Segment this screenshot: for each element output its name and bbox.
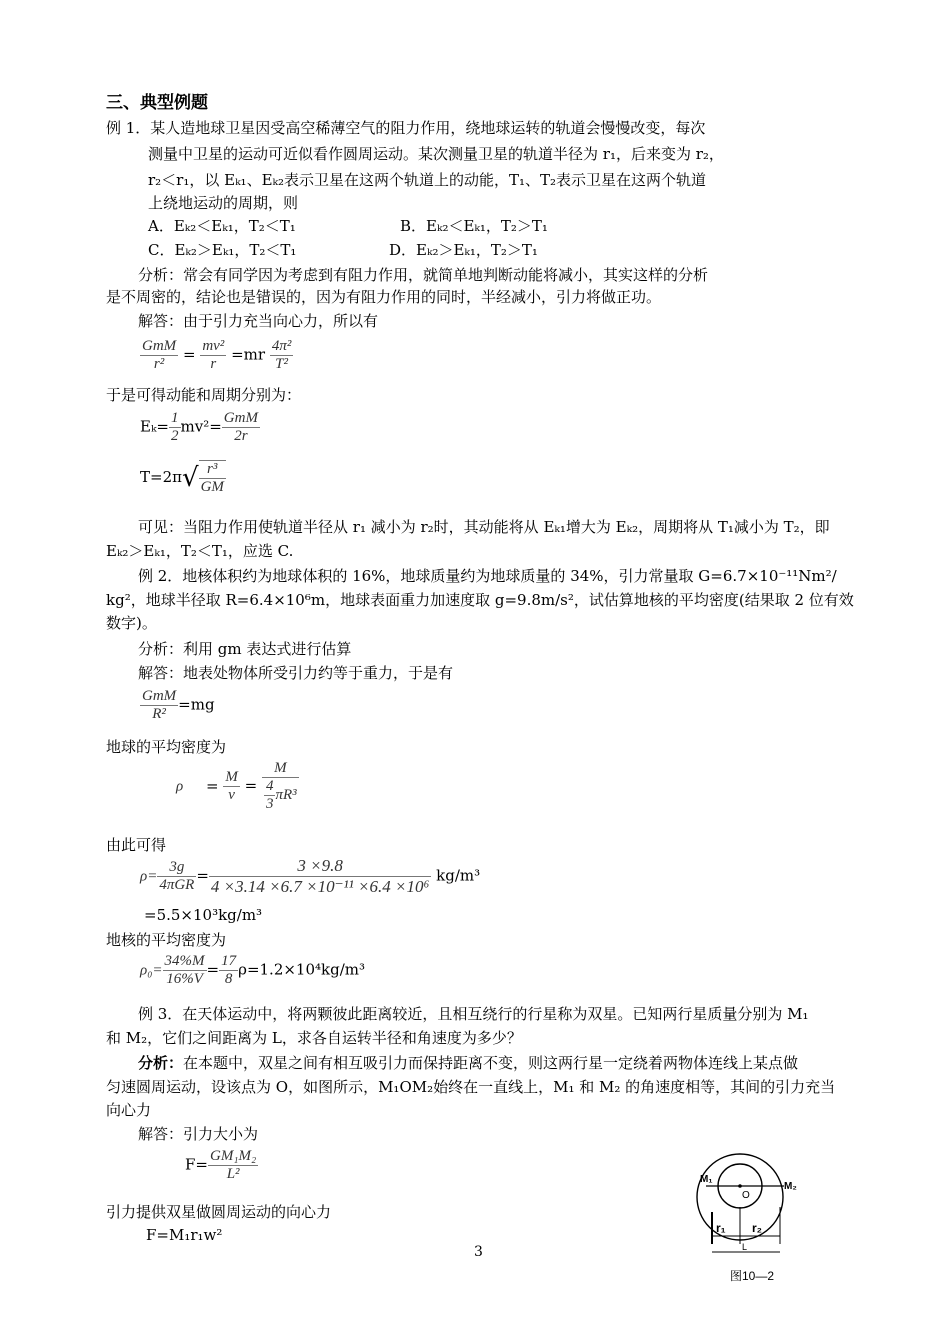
- fraction: $\frac{\text{GmM}}{\text{r²}}$: [142, 338, 177, 372]
- r1-label: r₁: [716, 1221, 726, 1235]
- ex3-force-2: F=M₁r₁w²: [146, 1226, 223, 1244]
- ex1-analysis-1: 分析：常会有同学因为考虑到有阻力作用，就简单地判断动能将减小，其实这样的分析: [138, 266, 709, 284]
- figure-caption: 图10—2: [730, 1269, 775, 1283]
- m2-label: M₂: [784, 1181, 797, 1192]
- ex2-mean-density: 地球的平均密度为: [106, 738, 227, 756]
- ex3-analysis-1: 分析：在本题中，双星之间有相互吸引力而保持距离不变，则这两行星一定绕着两物体连线上某点做: [138, 1054, 799, 1072]
- ex3-analysis-3: 向心力: [106, 1101, 152, 1119]
- binary-star-figure: [690, 1152, 812, 1287]
- fraction: $\frac{\text{GmM}}{2r}$: [223, 410, 258, 444]
- ex3-line1: 例 3．在天体运动中，将两颗彼此距离较近，且相互绕行的行星称为双星。已知两行星质量分别为 M₁: [138, 1005, 809, 1023]
- ex1-solution: 解答：由于引力充当向心力，所以有: [138, 312, 379, 330]
- ex2-result: =5.5×10³kg/m³: [144, 906, 263, 924]
- fraction: $\frac{\text{GmM}}{\text{R²}}$: [142, 688, 177, 722]
- ex3-line2: 和 M₂，它们之间距离为 L，求各自运转半径和角速度为多少？: [106, 1029, 522, 1047]
- ex1-line2: 测量中卫星的运动可近似看作圆周运动。某次测量卫星的轨道半径为 r₁，后来变为 r₂，: [148, 145, 724, 163]
- center-point: [738, 1184, 742, 1188]
- ex3-analysis-2: 匀速圆周运动，设该点为 O，如图所示，M₁OM₂始终在一直线上，M₁ 和 M₂ 的角速度相等，其间的引力充当: [106, 1078, 836, 1096]
- ex2-core-formula: ρ₀= $\frac{34\%M}{16\%V}$ = $\frac{17}{8}$ ρ=1.2×10⁴kg/m³: [140, 953, 366, 987]
- ex2-equation-1: $\frac{\text{GmM}}{\text{R²}}$ =mg: [142, 688, 215, 722]
- fraction: $\frac{17}{8}$: [221, 953, 237, 987]
- ex1-option-b: B．Eₖ₂＜Eₖ₁，T₂＞T₁: [400, 217, 548, 235]
- fraction: $\frac{\text{GM₁M₂}}{\text{L²}}$: [209, 1148, 257, 1182]
- ex1-analysis-2: 是不周密的，结论也是错误的，因为有阻力作用的同时，半经减小，引力将做正功。: [106, 288, 662, 306]
- ex1-option-a: A．Eₖ₂＜Eₖ₁，T₂＜T₁: [148, 217, 296, 235]
- ex1-line1: 例 1．某人造地球卫星因受高空稀薄空气的阻力作用，绕地球运转的轨道会慢慢改变，每次: [106, 119, 706, 137]
- ex2-line3: 数字)。: [106, 614, 157, 632]
- fraction: $\frac{34\%M}{16\%V}$: [164, 953, 205, 987]
- ex1-line4: 上绕地运动的周期，则: [148, 194, 299, 212]
- ex2-hence: 由此可得: [106, 836, 167, 854]
- ex2-analysis: 分析：利用 gm 表达式进行估算: [138, 640, 352, 658]
- ex1-then: 于是可得动能和周期分别为：: [106, 386, 302, 404]
- ex1-equation-1: $\frac{\text{GmM}}{\text{r²}}$ = $\frac{\text{mv²}}{r}$ =mr $\frac{\text{4π²}}{\text{T²}}$: [142, 338, 292, 372]
- fraction: $\frac{M}{v}$: [225, 769, 238, 803]
- ex1-conclusion-2: Eₖ₂＞Eₖ₁，T₂＜T₁，应选 C.: [106, 542, 294, 560]
- l-label: L: [742, 1242, 748, 1252]
- ex2-line2: kg²，地球半径取 R=6.4×10⁶m，地球表面重力加速度取 g=9.8m/s²，试估算地核的平均密度(结果取 2 位有效: [106, 591, 854, 609]
- fraction: $\frac{\text{r³}}{GM}$: [200, 461, 224, 495]
- ex2-line1: 例 2．地核体积约为地球体积的 16%，地球质量约为地球质量的 34%，引力常量取 G=6.7×10⁻¹¹Nm²/: [138, 567, 837, 585]
- fraction: $\frac{3g}{\text{4πGR}}$: [159, 859, 195, 893]
- r2-label: r₂: [752, 1221, 763, 1235]
- fraction: $\frac{\text{4π²}}{\text{T²}}$: [271, 338, 292, 372]
- ex2-core-density: 地核的平均密度为: [106, 931, 227, 949]
- fraction: $\frac{1}{2}$: [171, 410, 179, 444]
- fraction: $\frac{3 \times 9.8}{\text{4 ×3.14 ×6.7 ×10⁻¹¹ ×6.4 ×10⁶}}$: [210, 856, 430, 896]
- sqrt-icon: √: [181, 463, 199, 493]
- ex1-kinetic-energy: Eₖ= $\frac{1}{2}$ mv²= $\frac{\text{GmM}}{2r}$: [140, 410, 258, 444]
- ex3-provides: 引力提供双星做圆周运动的向心力: [106, 1203, 332, 1221]
- fraction: M $\frac{4}{3}$ πR³: [262, 760, 299, 813]
- fraction: $\frac{\text{mv²}}{r}$: [202, 338, 225, 372]
- ex1-line3: r₂＜r₁，以 Eₖ₁、Eₖ₂表示卫星在这两个轨道上的动能，T₁、T₂表示卫星在这两个轨道: [148, 171, 707, 189]
- page-number: 3: [474, 1244, 483, 1260]
- o-label: O: [742, 1190, 750, 1201]
- section-title: 三、典型例题: [106, 93, 208, 113]
- ex1-option-c: C．Eₖ₂＞Eₖ₁，T₂＜T₁: [148, 241, 297, 259]
- ex1-conclusion-1: 可见：当阻力作用使轨道半径从 r₁ 减小为 r₂时，其动能将从 Eₖ₁增大为 Eₖ₂，周期将从 T₁减小为 T₂，即: [138, 518, 830, 536]
- ex1-option-d: D．Eₖ₂＞Eₖ₁，T₂＞T₁: [389, 241, 538, 259]
- m1-label: M₁: [700, 1174, 713, 1185]
- ex3-solution: 解答：引力大小为: [138, 1125, 259, 1143]
- ex2-density-formula: ρ = $\frac{M}{v}$ = M $\frac{4}{3}$ πR³: [176, 760, 297, 812]
- ex3-force-formula: F= $\frac{\text{GM₁M₂}}{\text{L²}}$: [185, 1148, 257, 1182]
- ex2-solution: 解答：地表处物体所受引力约等于重力，于是有: [138, 664, 454, 682]
- ex1-period: T=2π√ $\frac{\text{r³}}{GM}$: [140, 461, 224, 495]
- ex2-density-calc: ρ= $\frac{3g}{\text{4πGR}}$ = $\frac{3 \times 9.8}{\text{4 ×3.14 ×6.7 ×10⁻¹¹ ×6.4 ×10⁶}}$ kg/m³: [140, 856, 481, 896]
